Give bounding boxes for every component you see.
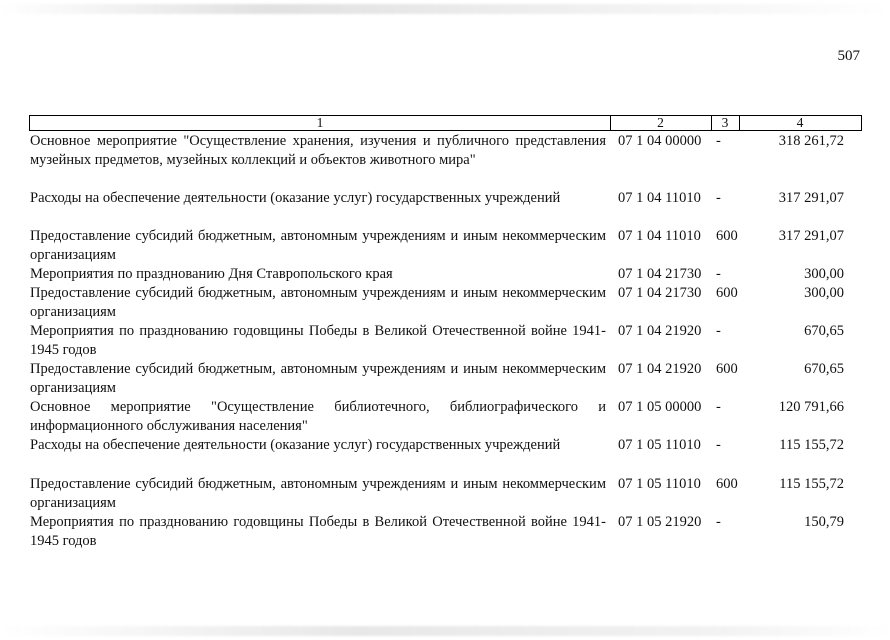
row-type: 600 bbox=[716, 228, 738, 244]
row-code: 07 1 04 21730 bbox=[618, 285, 702, 301]
row-code: 07 1 05 21920 bbox=[618, 514, 702, 530]
row-amount: 317 291,07 bbox=[778, 190, 844, 206]
column-header-4: 4 bbox=[796, 115, 804, 130]
row-description: Предоставление субсидий бюджетным, автономным учреждениям и иным некоммерческим организациям bbox=[30, 228, 606, 263]
row-code: 07 1 05 00000 bbox=[618, 399, 702, 415]
row-amount: 115 155,72 bbox=[779, 476, 844, 492]
row-code: 07 1 04 21730 bbox=[618, 266, 702, 282]
row-type: - bbox=[716, 437, 721, 453]
row-description: Основное мероприятие "Осуществление хранения, изучения и публичного представления музейных предметов, музейных коллекций и объектов животного мира" bbox=[30, 133, 606, 168]
row-type: - bbox=[716, 133, 721, 149]
row-description: Предоставление субсидий бюджетным, автономным учреждениям и иным некоммерческим организациям bbox=[30, 476, 606, 511]
page-number: 507 bbox=[837, 48, 860, 64]
table-header bbox=[29, 115, 862, 131]
row-description: Предоставление субсидий бюджетным, автономным учреждениям и иным некоммерческим организациям bbox=[30, 361, 606, 396]
row-code: 07 1 04 00000 bbox=[618, 133, 702, 149]
row-amount: 318 261,72 bbox=[778, 133, 844, 149]
scan-edge-bottom bbox=[0, 626, 890, 636]
row-code: 07 1 04 11010 bbox=[618, 228, 701, 244]
row-type: 600 bbox=[716, 476, 738, 492]
row-description: Расходы на обеспечение деятельности (оказание услуг) государственных учреждений bbox=[30, 437, 561, 453]
row-type: - bbox=[716, 266, 721, 282]
row-description: Основное мероприятие "Осуществление библиотечного, библиографического и информационного обслуживания населения" bbox=[30, 399, 606, 434]
row-description: Предоставление субсидий бюджетным, автономным учреждениям и иным некоммерческим организациям bbox=[30, 285, 606, 320]
row-code: 07 1 04 21920 bbox=[618, 361, 702, 377]
row-code: 07 1 05 11010 bbox=[618, 437, 701, 453]
row-description: Мероприятия по празднованию годовщины Победы в Великой Отечественной войне 1941-1945 годов bbox=[30, 514, 606, 549]
row-code: 07 1 05 11010 bbox=[618, 476, 701, 492]
row-amount: 670,65 bbox=[804, 323, 844, 339]
row-amount: 670,65 bbox=[804, 361, 844, 377]
row-type: - bbox=[716, 323, 721, 339]
column-header-1: 1 bbox=[30, 116, 611, 130]
row-type: - bbox=[716, 399, 721, 415]
row-code: 07 1 04 21920 bbox=[618, 323, 702, 339]
row-amount: 317 291,07 bbox=[778, 228, 844, 244]
row-code: 07 1 04 11010 bbox=[618, 190, 701, 206]
row-amount: 120 791,66 bbox=[778, 399, 844, 415]
row-type: - bbox=[716, 514, 721, 530]
row-amount: 150,79 bbox=[804, 514, 844, 530]
row-type: 600 bbox=[716, 285, 738, 301]
row-type: - bbox=[716, 190, 721, 206]
column-header-3: 3 bbox=[711, 116, 740, 130]
row-description: Расходы на обеспечение деятельности (оказание услуг) государственных учреждений bbox=[30, 190, 561, 206]
row-amount: 115 155,72 bbox=[779, 437, 844, 453]
row-type: 600 bbox=[716, 361, 738, 377]
row-amount: 300,00 bbox=[804, 285, 844, 301]
row-description: Мероприятия по празднованию Дня Ставропольского края bbox=[30, 266, 393, 282]
scan-edge-top bbox=[0, 4, 890, 14]
row-description: Мероприятия по празднованию годовщины Победы в Великой Отечественной войне 1941-1945 годов bbox=[30, 323, 606, 358]
row-amount: 300,00 bbox=[804, 266, 844, 282]
column-header-2: 2 bbox=[610, 116, 712, 130]
